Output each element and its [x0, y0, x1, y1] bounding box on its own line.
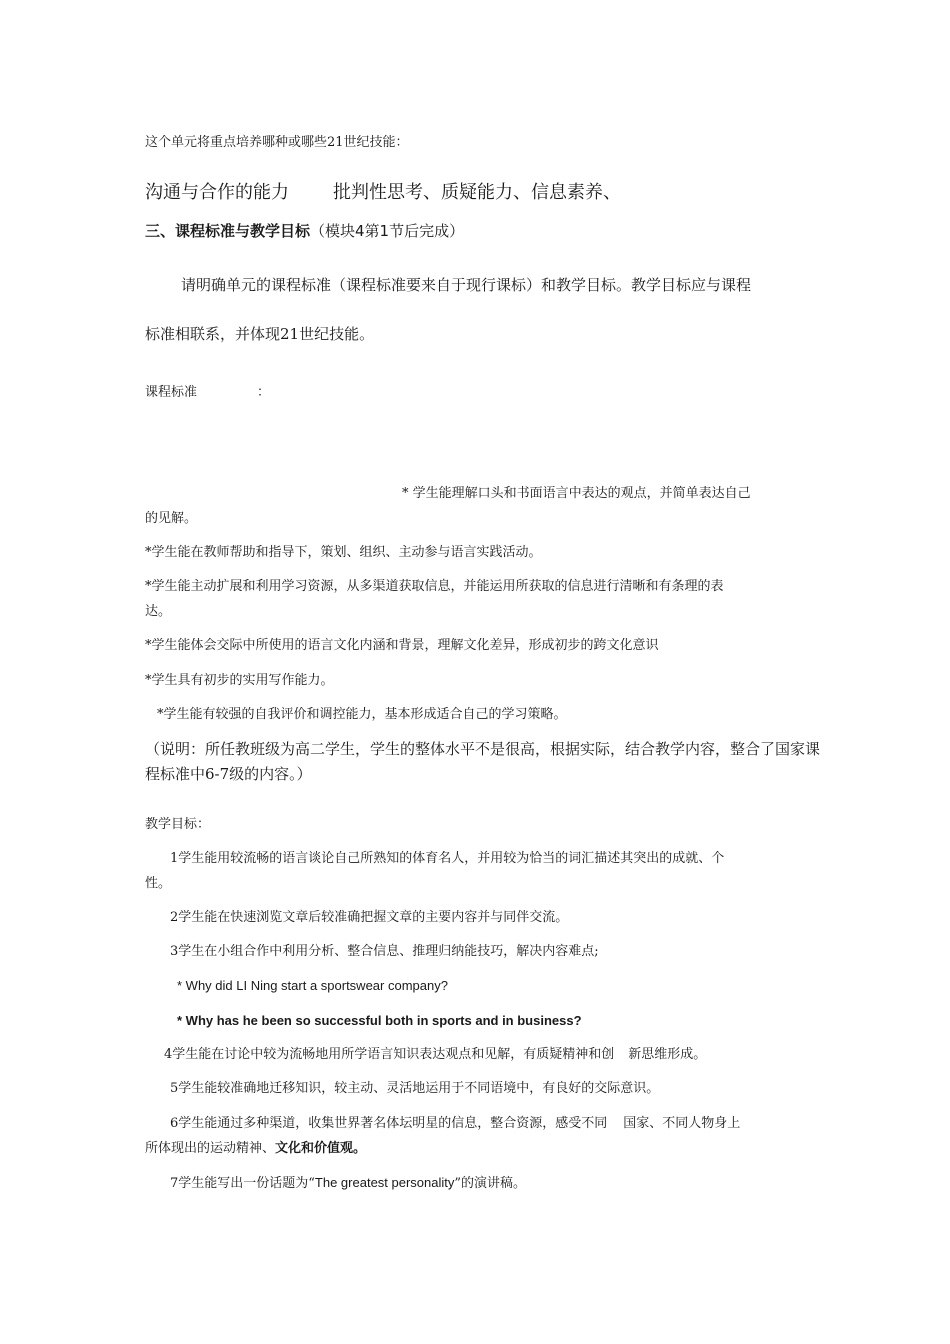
- skill-critical-thinking: 批判性思考、质疑能力、信息素养、: [333, 182, 621, 203]
- section-heading: [145, 224, 464, 239]
- objective-4: 4学生能在讨论中较为流畅地用所学语言知识表达观点和见解，有质疑精神和创 新思维形成。: [164, 1047, 707, 1062]
- objective-6-line-2: 所体现出的运动精神、文化和价值观。: [145, 1141, 367, 1156]
- question-1: * Why did LI Ning start a sportswear company?: [177, 978, 448, 993]
- standard-2: *学生能在教师帮助和指导下，策划、组织、主动参与语言实践活动。: [145, 545, 542, 560]
- standard-4: *学生能体会交际中所使用的语言文化内涵和背景，理解文化差异，形成初步的跨文化意识: [145, 638, 659, 653]
- objectives-label: 教学目标：: [145, 817, 211, 832]
- skill-communication: 沟通与合作的能力: [145, 182, 289, 203]
- objective-7: 7学生能写出一份话题为“The greatest personality”的演讲稿。: [170, 1175, 527, 1191]
- instruction-line-2: 标准相联系，并体现21世纪技能。: [145, 325, 375, 343]
- standard-6: *学生能有较强的自我评价和调控能力，基本形成适合自己的学习策略。: [157, 707, 567, 722]
- objective-1-line-2: 性。: [145, 876, 172, 891]
- question-2: * Why has he been so successful both in sports and in business?: [177, 1013, 582, 1028]
- standard-3-line-1: *学生能主动扩展和利用学习资源，从多渠道获取信息，并能运用所获取的信息进行清晰和有条理的表: [145, 579, 724, 594]
- standard-5: *学生具有初步的实用写作能力。: [145, 673, 334, 688]
- standard-1-line-2: 的见解。: [145, 511, 198, 526]
- objective-6-line-1: 6学生能通过多种渠道，收集世界著名体坛明星的信息，整合资源，感受不同 国家、不同人物身上: [170, 1116, 741, 1131]
- standard-3-line-2: 达。: [145, 604, 172, 619]
- speech-topic: The greatest personality: [314, 1175, 455, 1190]
- section-title: 三、课程标准与教学目标: [145, 222, 311, 240]
- skills-prompt: 这个单元将重点培养哪种或哪些21世纪技能：: [145, 135, 409, 150]
- section-note: （模块4第1节后完成）: [310, 222, 465, 240]
- objective-2: 2学生能在快速浏览文章后较准确把握文章的主要内容并与同伴交流。: [170, 910, 569, 925]
- objective-1-line-1: 1学生能用较流畅的语言谈论自己所熟知的体育名人，并用较为恰当的词汇描述其突出的成就、个: [170, 851, 725, 866]
- instruction-line-1: 请明确单元的课程标准（课程标准要来自于现行课标）和教学目标。教学目标应与课程: [181, 276, 752, 294]
- explanation-line-2: 程标准中6-7级的内容。）: [145, 765, 312, 783]
- explanation-line-1: （说明：所任教班级为高二学生，学生的整体水平不是很高，根据实际，结合教学内容，整合了国家课: [145, 740, 821, 758]
- objective-5: 5学生能较准确地迁移知识，较主动、灵活地运用于不同语境中，有良好的交际意识。: [170, 1081, 660, 1096]
- skills-list: [145, 184, 621, 202]
- standards-label: 课程标准 ：: [145, 385, 271, 400]
- standard-1-line-1: * 学生能理解口头和书面语言中表达的观点，并简单表达自己: [402, 486, 751, 501]
- objective-3: 3学生在小组合作中利用分析、整合信息、推理归纳能技巧，解决内容难点;: [170, 944, 599, 959]
